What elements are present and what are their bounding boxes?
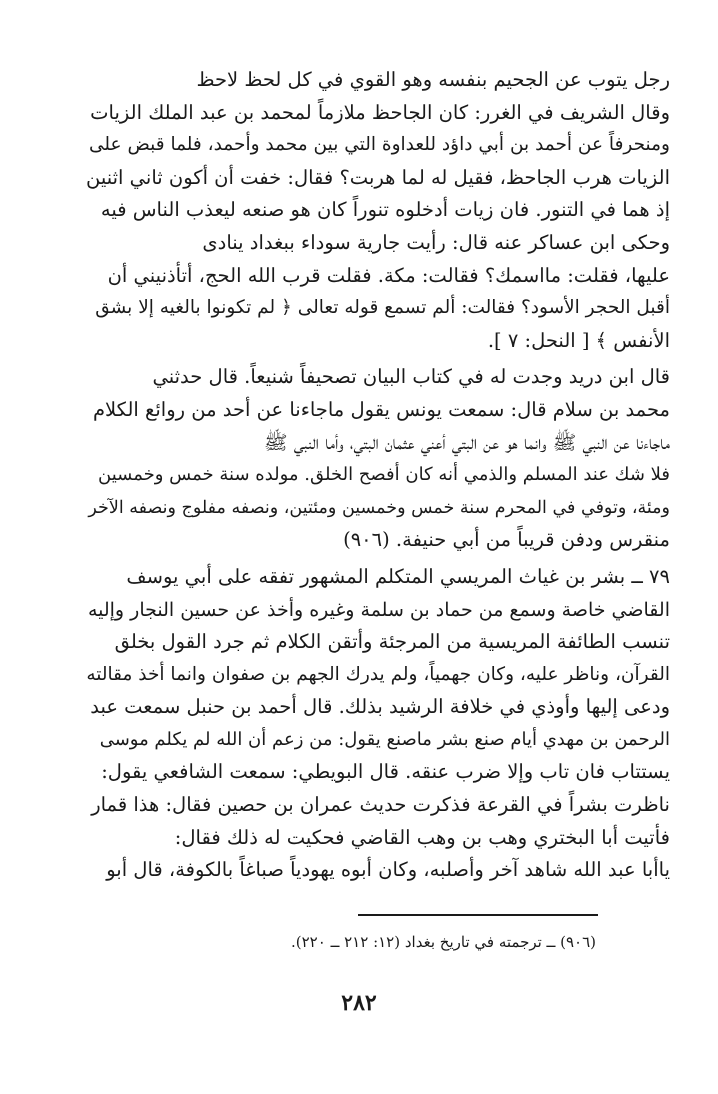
text-line: يستتاب فان تاب وإلا ضرب عنقه. قال البويطي: سمعت الشافعي يقول: [101, 760, 670, 784]
paragraph-verse-and-story [86, 64, 670, 357]
paragraph-entry-79 [86, 561, 670, 887]
text-line: قال ابن دريد وجدت له في كتاب البيان تصحيفاً شنيعاً. قال حدثني [152, 365, 670, 389]
text-line: وقال الشريف في الغرر: كان الجاحظ ملازماً لمحمد بن عبد الملك الزيات [90, 100, 670, 124]
text-line: إذ هما في التنور. فان زيات أدخلوه تنوراً كان هو صنعه ليعذب الناس فيه [100, 198, 670, 222]
text-line: رجل يتوب عن الجحيم بنفسه وهو القوي في كل لحظ لاحظ [196, 68, 670, 91]
text-line: الزيات هرب الجاحظ، فقيل له لما هربت؟ فقال: خفت أن أكون ثاني اثنين [86, 165, 670, 189]
text-line: ومنحرفاً عن أحمد بن أبي داؤد للعداوة التي بين محمد وأحمد، فلما قبض على [89, 134, 670, 156]
text-line: عليها، فقلت: مااسمك؟ فقالت: مكة. فقلت قرب الله الحج، أتأذنيني أن [107, 263, 670, 287]
text-line: ماجاءنا عن النبي ﷺ وانما هو عن البتي أعني عثمان البتي، وأما النبي ﷺ [264, 430, 670, 454]
text-line: أقبل الحجر الأسود؟ فقالت: ألم تسمع قوله تعالى ﴿ لم تكونوا بالغيه إلا بشق [95, 297, 670, 319]
footnote-divider [358, 914, 598, 916]
text-line: وحكى ابن عساكر عنه قال: رأيت جارية سوداء ببغداد ينادى [202, 230, 670, 254]
text-line: تنسب الطائفة المريسية من المرجئة وأتقن الكلام ثم جرد القول بخلق [114, 630, 670, 654]
main-text [86, 64, 670, 887]
text-line: فأتيت أبا البختري وهب بن وهب القاضي فحكيت له ذلك فقال: [174, 825, 670, 849]
text-line: محمد بن سلام قال: سمعت يونس يقول ماجاءنا عن أحد من روائع الكلام [92, 397, 670, 421]
text-line: القرآن، وناظر عليه، وكان جهمياً، ولم يدرك الجهم بن صفوان وانما أخذ مقالته [86, 663, 670, 685]
text-line: فلا شك عند المسلم والذمي أنه كان أفصح الخلق. مولده سنة خمس وخمسين [98, 464, 670, 486]
text-line: الرحمن بن مهدي أيام صنع بشر ماصنع يقول: من زعم أن الله لم يكلم موسى [99, 728, 670, 750]
text-line: ٧٩ ــ بشر بن غياث المريسي المتكلم المشهور تفقه على أبي يوسف [126, 564, 670, 588]
paragraph-ibn-durayd [86, 361, 670, 557]
text-line: ناظرت بشراً في القرعة فذكرت حديث عمران بن حصين فقال: هذا قمار [91, 793, 670, 817]
text-line: ومئة، وتوفي في المحرم سنة خمس وخمسين ومئتين، ونصفه مفلوج ونصفه الآخر [88, 497, 670, 518]
text-line: ياأبا عبد الله شاهد آخر وأصلبه، وكان أبوه يهودياً صباغاً بالكوفة، قال أبو [106, 858, 670, 882]
footnote: (٩٠٦) ــ ترجمته في تاريخ بغداد (١٢: ٢١٢ ــ ٢٢٠). [291, 933, 596, 951]
page-number: ٢٨٢ [341, 990, 377, 1016]
text-line: ودعى إليها وأوذي في خلافة الرشيد بذلك. قال أحمد بن حنبل سمعت عبد [90, 695, 670, 719]
text-line: القاضي خاصة وسمع من حماد بن سلمة وغيره وأخذ عن حسين النجار وإليه [87, 598, 670, 621]
text-line: منقرس ودفن قريباً من أبي حنيفة. (٩٠٦) [343, 528, 670, 552]
text-line: الأنفس ﴾ [ النحل: ٧ ]. [487, 328, 670, 352]
